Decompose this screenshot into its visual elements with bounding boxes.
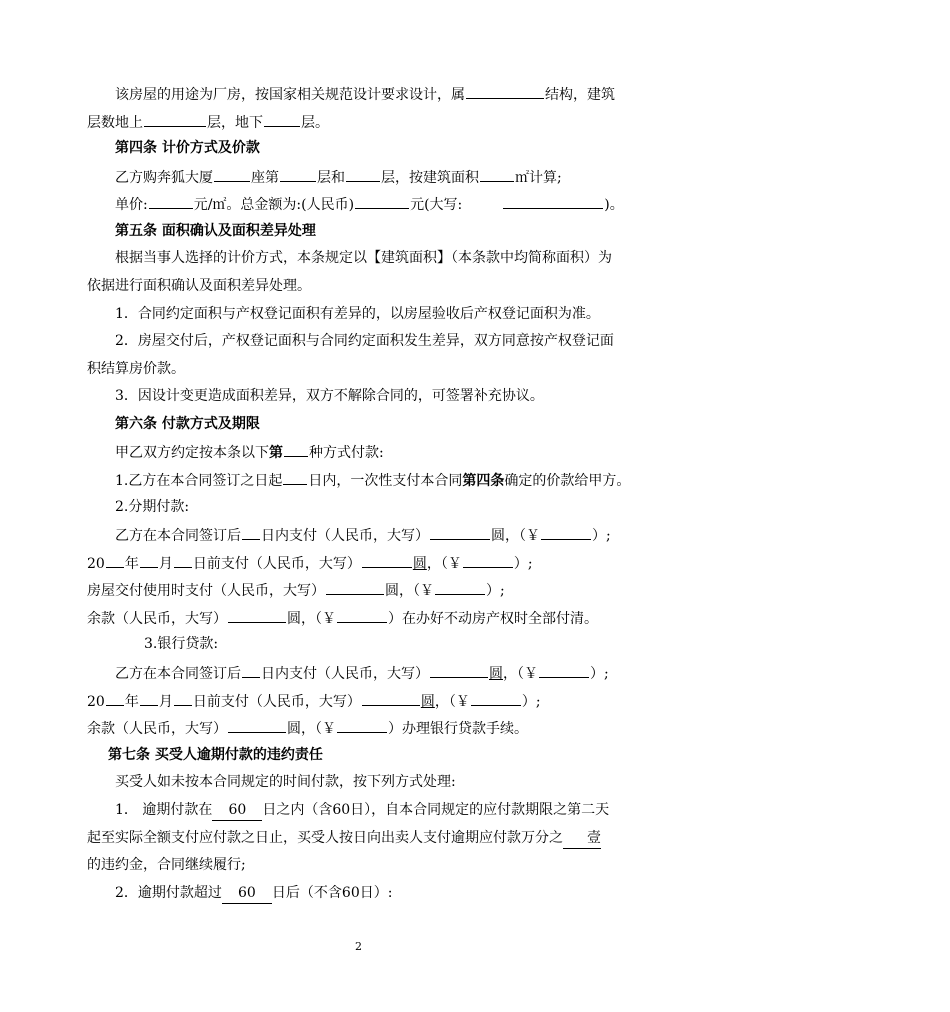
line-area-2b: 积结算房价款。 <box>87 361 185 377</box>
page-number: 2 <box>355 940 362 953</box>
line-late-1: 1． 逾期付款在 60 日之内（含60日），自本合同规定的应付款期限之第二天 <box>115 800 609 821</box>
line-loan-1: 乙方在本合同签订后 日内支付（人民币，大写） 圆，（￥ ）; <box>115 662 609 684</box>
line-installment-1: 乙方在本合同签订后 日内支付（人民币，大写） 圆，（￥ ）; <box>115 524 611 546</box>
line-late-1b: 起至实际全额支付应付款之日止，买受人按日向出卖人支付逾期应付款万分之 壹 <box>87 828 601 849</box>
line-late-intro: 买受人如未按本合同规定的时间付款，按下列方式处理: <box>115 774 456 790</box>
line-late-1c: 的违约金，合同继续履行; <box>87 857 246 873</box>
line-area-basis: 根据当事人选择的计价方式，本条规定以【建筑面积】（本条款中均简称面积）为 <box>115 250 612 266</box>
line-purchase: 乙方购奔狐大厦 座第 层和 层，按建筑面积 ㎡计算; <box>115 166 562 188</box>
line-area-1: 1．合同约定面积与产权登记面积有差异的，以房屋验收后产权登记面积为准。 <box>115 306 600 322</box>
line-installment: 2.分期付款: <box>115 499 190 515</box>
line-loan-balance: 余款（人民币，大写） 圆，（￥ ）办理银行贷款手续。 <box>87 717 528 739</box>
article-5-heading: 第五条 面积确认及面积差异处理 <box>115 223 316 239</box>
line-price: 单价: 元/㎡。总金额为:(人民币) 元(大写: )。 <box>115 193 624 215</box>
article-6-heading: 第六条 付款方式及期限 <box>115 416 260 432</box>
line-structure: 该房屋的用途为厂房，按国家相关规范设计要求设计，属 结构，建筑 <box>115 83 615 105</box>
line-payment-1: 1.乙方在本合同签订之日起 日内，一次性支付本合同第四条确定的价款给甲方。 <box>115 469 630 491</box>
line-floors: 层数地上 层，地下 层。 <box>87 111 329 133</box>
line-bank-loan: 3.银行贷款: <box>144 636 219 652</box>
line-area-3: 3．因设计变更造成面积差异，双方不解除合同的，可签署补充协议。 <box>115 388 544 404</box>
line-loan-2: 20 年 月 日前支付（人民币，大写） 圆，（￥ ）; <box>87 690 541 712</box>
article-7-heading: 第七条 买受人逾期付款的违约责任 <box>108 747 323 763</box>
line-area-2: 2．房屋交付后，产权登记面积与合同约定面积发生差异，双方同意按产权登记面 <box>115 333 614 349</box>
line-installment-balance: 余款（人民币，大写） 圆，（￥ ）在办好不动房产权时全部付清。 <box>87 607 598 629</box>
article-4-heading: 第四条 计价方式及价款 <box>115 140 260 156</box>
line-payment-method: 甲乙双方约定按本条以下第 种方式付款: <box>115 441 384 463</box>
line-installment-3: 房屋交付使用时支付（人民币，大写） 圆，（￥ ）; <box>87 579 505 601</box>
line-late-2: 2．逾期付款超过 60 日后（不含60日）: <box>115 883 392 904</box>
line-area-basis-2: 依据进行面积确认及面积差异处理。 <box>87 278 311 294</box>
line-installment-2: 20 年 月 日前支付（人民币，大写） 圆，（￥ ）; <box>87 552 533 574</box>
